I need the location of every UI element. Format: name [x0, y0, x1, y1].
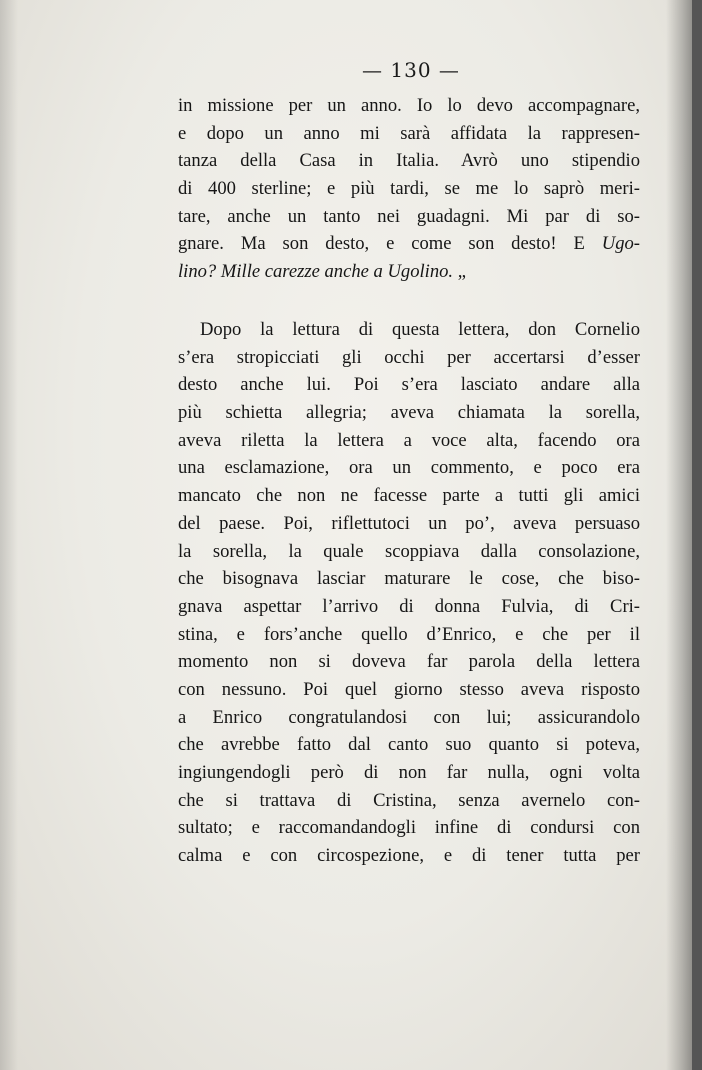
text-line: mancato che non ne facesse parte a tutti gli amici [178, 485, 640, 507]
italic-name: lino? Mille carezze anche a [178, 261, 388, 283]
gutter-shadow [0, 0, 18, 1070]
text-line: che bisognava lasciar maturare le cose, che biso- [178, 568, 640, 590]
text-line: a Enrico congratulandosi con lui; assicurandolo [178, 706, 640, 728]
page-edge [692, 0, 702, 1070]
text-line: del paese. Poi, riflettutoci un po’, aveva persuaso [178, 512, 640, 534]
text-line: tare, anche un tanto nei guadagni. Mi par di so- [178, 205, 640, 227]
text-line: una esclamazione, ora un commento, e poco era [178, 457, 640, 479]
text-line: di 400 sterline; e più tardi, se me lo saprò meri- [178, 178, 640, 200]
text-line: in missione per un anno. Io lo devo accompagnare, [178, 95, 640, 116]
text-line: che avrebbe fatto dal canto suo quanto si poteva, [178, 734, 640, 756]
text-line: stina, e fors’anche quello d’Enrico, e che per il [178, 623, 640, 645]
text-line: aveva riletta la lettera a voce alta, facendo ora [178, 429, 640, 451]
text-line: più schietta allegria; aveva chiamata la sorella, [178, 402, 640, 424]
text-line: con nessuno. Poi quel giorno stesso aveva risposto [178, 678, 640, 700]
text-line: tanza della Casa in Italia. Avrò uno stipendio [178, 150, 640, 172]
text-line [178, 258, 640, 286]
text-line [178, 230, 640, 258]
text-line: s’era stropicciati gli occhi per accertarsi d’esser [178, 346, 640, 368]
page-number: — 130 — [362, 58, 460, 82]
text-line: Dopo la lettura di questa lettera, don Cornelio [200, 319, 640, 340]
text-segment: gnare. Ma son desto, e come son desto! E [178, 233, 602, 255]
text-line: momento non si doveva far parola della lettera [178, 651, 640, 673]
text-line: gnava aspettar l’arrivo di donna Fulvia, di Cri- [178, 595, 640, 617]
text-line: e dopo un anno mi sarà affidata la rappresen- [178, 122, 640, 144]
closing-quote: „ [453, 261, 466, 283]
text-line: desto anche lui. Poi s’era lasciato andare alla [178, 374, 640, 396]
paragraph-narrative [178, 316, 640, 870]
text-line: la sorella, la quale scoppiava dalla consolazione, [178, 540, 640, 562]
text-line: calma e con circospezione, e di tener tutta per [178, 845, 640, 867]
text-line: che si trattava di Cristina, senza avernelo con- [178, 789, 640, 811]
paragraph-letter-end [178, 92, 640, 286]
text-line: sultato; e raccomandandogli infine di condursi con [178, 817, 640, 839]
italic-name: Ugo- [601, 233, 640, 255]
italic-name: Ugolino. [387, 261, 454, 283]
text-line: ingiungendogli però di non far nulla, ogni volta [178, 762, 640, 783]
